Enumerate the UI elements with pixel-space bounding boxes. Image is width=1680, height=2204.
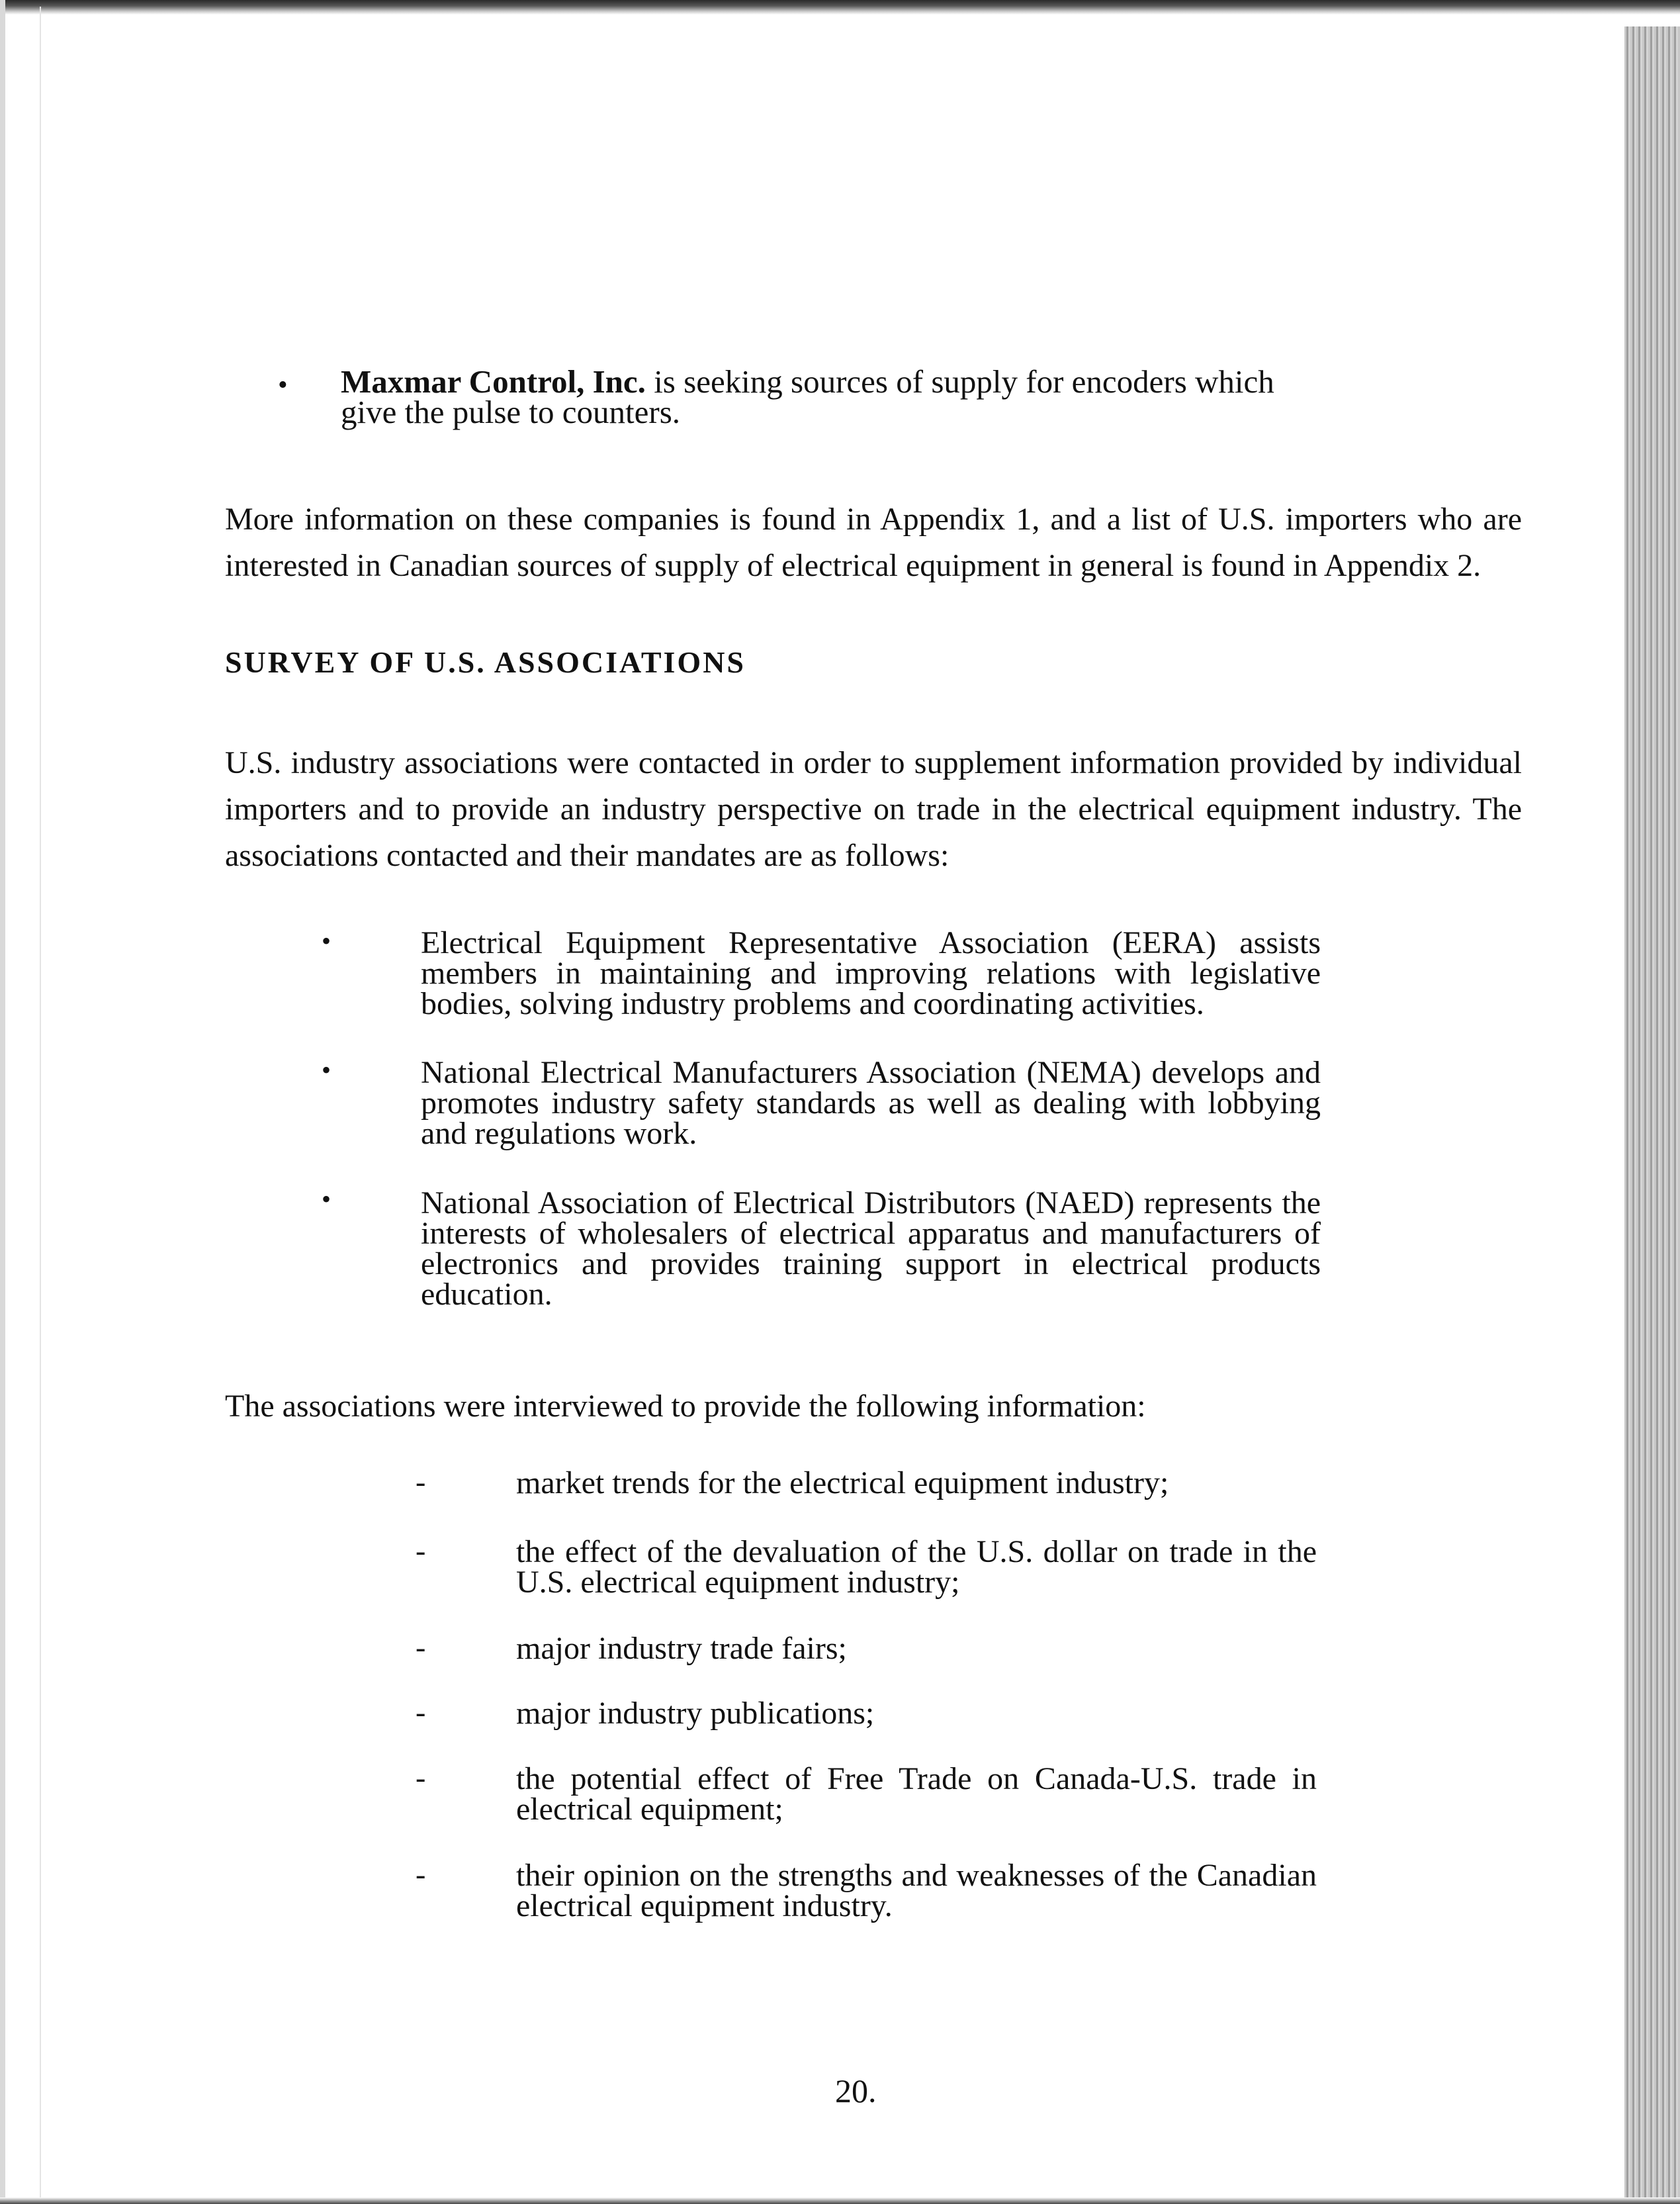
association-item: Electrical Equipment Representative Association (EERA) assists members in maintaining and improving relations with legislative bodies, solving industry problems and coordinating activities. (421, 925, 1321, 1021)
info-item: major industry trade fairs; (516, 1631, 847, 1666)
bullet-icon: • (322, 1055, 332, 1085)
dash-marker: - (416, 1534, 426, 1567)
association-item: National Association of Electrical Distributors (NAED) represents the interests of wholesalers of electrical apparatus and manufacturers of electronics and provides training support in electrical products education. (421, 1185, 1321, 1312)
page-number: 20. (835, 2072, 877, 2109)
dash-marker: - (416, 1761, 426, 1794)
dash-marker: - (416, 1465, 426, 1498)
info-item: major industry publications; (516, 1696, 875, 1731)
dash-marker: - (416, 1695, 426, 1729)
interview-intro: The associations were interviewed to provide the following information: (225, 1389, 1146, 1424)
association-item: National Electrical Manufacturers Association (NEMA) develops and promotes industry safety standards as well as dealing with lobbying and regulations work. (421, 1055, 1321, 1151)
page-left-fold (40, 7, 41, 2197)
bullet-icon: • (322, 926, 332, 956)
info-item: the effect of the devaluation of the U.S. dollar on trade in the U.S. electrical equipment industry; (516, 1534, 1317, 1600)
survey-paragraph: U.S. industry associations were contacted in order to supplement information provided by individual importers and to provide an industry perspective on trade in the electrical equipment industry. The associations contacted and their mandates are as follows: (225, 745, 1522, 873)
info-item: market trends for the electrical equipment industry; (516, 1465, 1169, 1500)
page-right-edge (1624, 26, 1680, 2204)
page-left-edge (0, 0, 5, 2204)
company-description: is seeking sources of supply for encoders which give the pulse to counters. (341, 363, 1274, 430)
dash-marker: - (416, 1630, 426, 1664)
bullet-icon: • (278, 370, 288, 400)
page-top-edge (0, 0, 1680, 15)
bullet-icon: • (322, 1184, 332, 1214)
intro-paragraph: More information on these companies is found in Appendix 1, and a list of U.S. importers who are interested in Canadian sources of supply of electrical equipment in general is found in Appendix 2. (225, 502, 1522, 583)
dash-marker: - (416, 1857, 426, 1891)
page-bottom-edge (0, 2197, 1680, 2204)
section-heading: SURVEY OF U.S. ASSOCIATIONS (225, 645, 746, 679)
info-item: their opinion on the strengths and weaknesses of the Canadian electrical equipment industry. (516, 1858, 1317, 1923)
company-name: Maxmar Control, Inc. (341, 363, 646, 400)
maxmar-item (341, 363, 1333, 430)
info-item: the potential effect of Free Trade on Canada-U.S. trade in electrical equipment; (516, 1761, 1317, 1827)
